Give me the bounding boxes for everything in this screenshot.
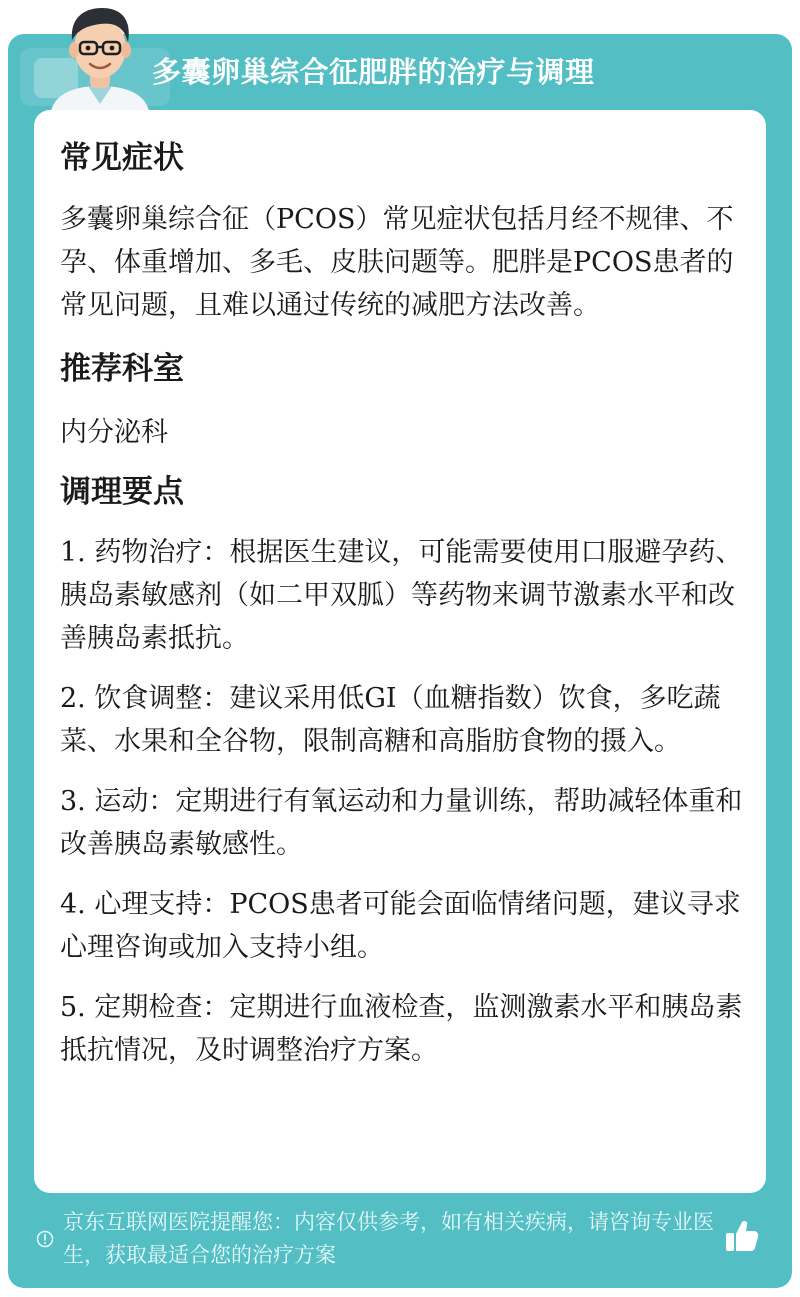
care-tip-4: 4. 心理支持：PCOS患者可能会面临情绪问题，建议寻求心理咨询或加入支持小组。 [60,889,741,963]
care-tip-1: 1. 药物治疗：根据医生建议，可能需要使用口服避孕药、胰岛素敏感剂（如二甲双胍）等药物来调节激素水平和改善胰岛素抵抗。 [60,537,743,654]
doctor-avatar-icon [42,0,158,116]
department-text: 内分泌科 [60,417,168,448]
thumbs-up-icon[interactable] [722,1216,762,1256]
footer-notice-text: 京东互联网医院提醒您：内容仅供参考，如有相关疾病，请咨询专业医生，获取最适合您的治疗方案 [63,1210,714,1267]
info-icon [36,1230,54,1248]
page-title: 多囊卵巢综合征肥胖的治疗与调理 [152,55,595,89]
article-content [60,126,750,1072]
care-tip-3: 3. 运动：定期进行有氧运动和力量训练，帮助减轻体重和改善胰岛素敏感性。 [60,786,743,860]
care-tip-2: 2. 饮食调整：建议采用低GI（血糖指数）饮食，多吃蔬菜、水果和全谷物，限制高糖和高脂肪食物的摄入。 [60,683,721,757]
symptoms-text: 多囊卵巢综合征（PCOS）常见症状包括月经不规律、不孕、体重增加、多毛、皮肤问题等。肥胖是PCOS患者的常见问题，且难以通过传统的减肥方法改善。 [60,204,734,321]
section-title-symptoms: 常见症状 [60,140,184,176]
section-title-care: 调理要点 [60,474,184,510]
section-title-department: 推荐科室 [60,351,184,387]
care-tip-5: 5. 定期检查：定期进行血液检查，监测激素水平和胰岛素抵抗情况，及时调整治疗方案。 [60,992,743,1066]
